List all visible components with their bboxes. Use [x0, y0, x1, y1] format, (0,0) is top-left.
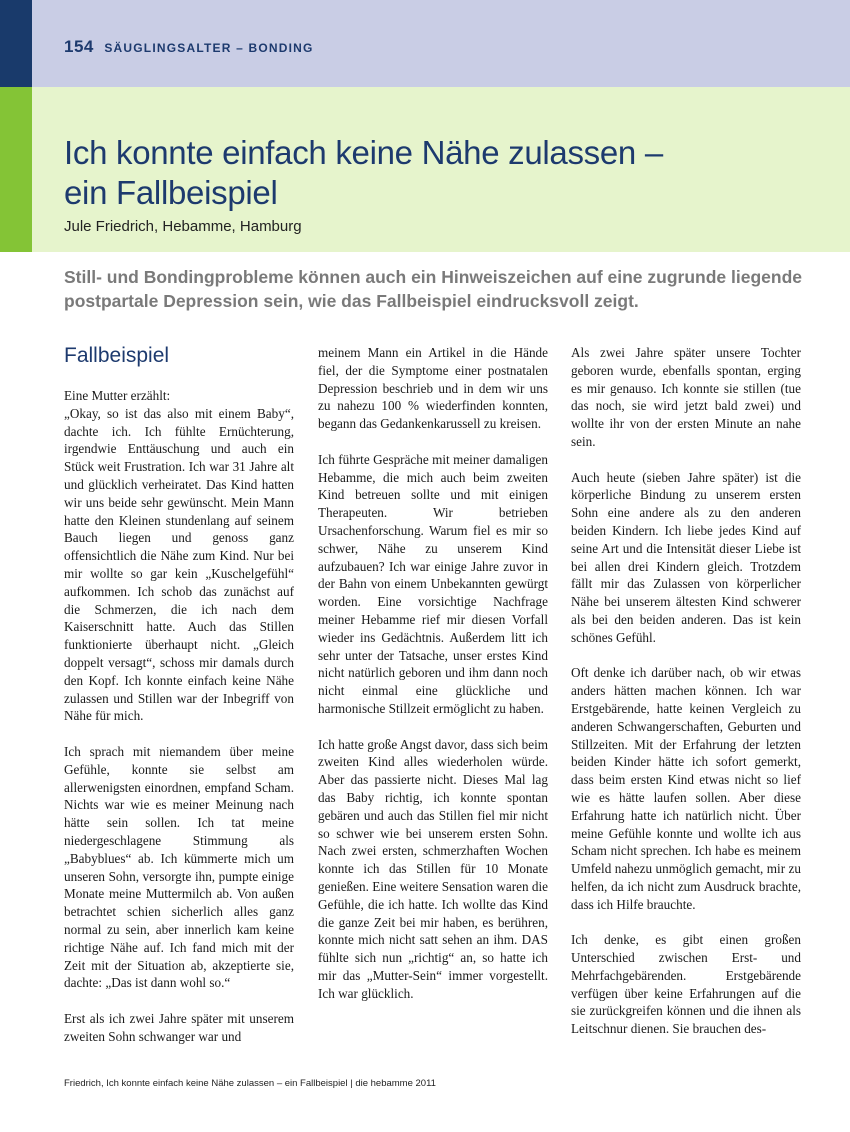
body-paragraph: Oft denke ich darüber nach, ob wir etwas anders hätten machen können. Ich war Erstgebärende, hatte keinen Vergleich zu anderen Schwangerschaften, Geburten und Stillzeiten. Mit der Erfahrung der letzten beiden Kinder hätte ich sofort gemerkt, dass beim ersten Kind etwas nicht so lief wie es hätte laufen sollen. Aber diese Erfahrung hatte ich natürlich nicht. Über meine Gefühle konnte und wollte ich aus Scham nicht sprechen. Ich habe es meinem Umfeld nahezu unmöglich gemacht, mir zu helfen, da ich nicht zum Ausdruck brachte, dass ich Hilfe brauchte.	[571, 665, 801, 912]
page-number: 154	[64, 37, 94, 56]
section-heading: Fallbeispiel	[64, 344, 170, 367]
body-paragraph: Ich hatte große Angst davor, dass sich beim zweiten Kind alles wiederholen würde. Aber das passierte nicht. Dieses Mal lag das Baby richtig, ich konnte spontan gebären und auch das Stillen fiel mir nicht so schwer wie bei unserem ersten Sohn. Nach zwei ersten, schmerzhaften Wochen konnte ich das Stillen für 10 Monate genießen. Eine weitere Sensation waren die Gefühle, die ich hatte. Ich wollte das Kind die ganze Zeit bei mir haben, es berühren, konnte mich nicht satt sehen an ihm. DAS fühlte sich nun „richtig“ an, so hatte ich mir das „Mutter-Sein“ immer vorgestellt. Ich war glücklich.	[318, 736, 548, 1001]
article-title	[64, 133, 824, 213]
body-paragraph: Ich führte Gespräche mit meiner damaligen Hebamme, die mich auch beim zweiten Kind betreuen sollte und mit einigen Therapeuten. Wir betrieben Ursachenforschung. Warum fiel es mir so schwer, Nähe zu unserem Kind aufzubauen? Ich war einige Jahre zuvor in der Bahn von einem Unbekannten gewürgt worden. Eine vorsichtige Nachfrage meiner Hebamme rief mir diesen Vorfall wieder ins Gedächtnis. Außerdem litt ich sehr unter der Tatsache, unser erstes Kind nicht natürlich geboren und ihm dann noch nicht einmal eine glückliche und harmonische Stillzeit ermöglicht zu haben.	[318, 451, 548, 716]
footer-citation: Friedrich, Ich konnte einfach keine Nähe zulassen – ein Fallbeispiel | die hebamme 2011	[64, 1078, 436, 1089]
body-paragraph: Auch heute (sieben Jahre später) ist die körperliche Bindung zu unserem ersten Sohn eine andere als zu den anderen beiden Kindern. Ich liebe jedes Kind auf seine Art und die Intensität dieser Liebe ist bei allen drei Kindern gleich. Trotzdem fällt mir das Zulassen von körperlicher Nähe bei unserem ältesten Kind schwerer als bei den beiden anderen. Das ist kein schönes Gefühl.	[571, 469, 801, 645]
lead-paragraph: Still- und Bondingprobleme können auch ein Hinweiszeichen auf eine zugrunde liegende postpartale Depression sein, wie das Fallbeispiel eindrucksvoll zeigt.	[64, 267, 802, 311]
body-paragraph: Erst als ich zwei Jahre später mit unserem zweiten Sohn schwanger war und	[64, 1010, 294, 1044]
body-paragraph: Ich sprach mit niemandem über meine Gefühle, konnte sie selbst am allerwenigsten einordnen, empfand Scham. Nichts war wie es meiner Meinung nach hätte sein sollen. Ich tat meine niedergeschlagene Stimmung als „Babyblues“ ab. Ich kümmerte mich um unseren Sohn, versorgte ihn, pumpte einige Monate meine Muttermilch ab. Von außen betrachtet schien sicherlich alles ganz normal zu sein, aber innerlich kam keine richtige Nähe auf. Ich fand mich mit der Zeit mit der Situation ab, akzeptierte sie, dachte: „Das ist dann wohl so.“	[64, 743, 294, 991]
body-paragraph: „Okay, so ist das also mit einem Baby“, dachte ich. Ich fühlte Ernüchterung, irgendwie Enttäuschung und auch ein Stück weit Frustration. Ich war 31 Jahre alt und glücklich verheiratet. Das Kind hatten wir uns beide sehr gewünscht. Mein Mann hatte den Kleinen stundenlang auf seinem Bauch liegen und genoss ganz offensichtlich die Nähe zum Kind. Nur bei mir wollte so gar kein „Kuschelgefühl“ aufkommen. Ich schob das zunächst auf die Schmerzen, die ich nach dem Kaiserschnitt hatte. Auch das Stillen funktionierte überhaupt nicht. „Gleich doppelt versagt“, schoss mir damals durch den Kopf. Ich konnte einfach keine Nähe zulassen und Stillen war der Inbegriff von Nähe für mich.	[64, 405, 294, 724]
author-line: Jule Friedrich, Hebamme, Hamburg	[64, 218, 302, 235]
body-paragraph: meinem Mann ein Artikel in die Hände fiel, der die Symptome einer postnatalen Depression beschrieb und in dem wir uns zu nahezu 100 % wiederfinden konnten, begann das Gedankenkarussell zu kreisen.	[318, 345, 548, 432]
text-column-2	[318, 344, 548, 1002]
body-paragraph: Als zwei Jahre später unsere Tochter geboren wurde, ebenfalls spontan, erging es mir genauso. Ich konnte sie stillen (tue das noch, sie wird jetzt bald zwei) und wollte ihr von der ersten Minute an nahe sein.	[571, 345, 801, 449]
text-column-1	[64, 344, 294, 1045]
article-title-line-1: Ich konnte einfach keine Nähe zulassen –	[64, 134, 663, 171]
body-paragraph: Ich denke, es gibt einen großen Unterschied zwischen Erst- und Mehrfachgebärenden. Erstgebärende verfügen über keine Erfahrungen auf die sie zurückgreifen können und die ihnen als Leitschnur dienen. Sie brauchen des-	[571, 932, 801, 1037]
section-label: SÄUGLINGSALTER – BONDING	[104, 41, 314, 55]
running-head	[64, 37, 314, 57]
intro-line: Eine Mutter erzählt:	[64, 388, 171, 403]
header-accent-bar	[0, 0, 32, 87]
article-title-line-2: ein Fallbeispiel	[64, 174, 278, 211]
text-column-3	[571, 344, 801, 1038]
title-accent-bar	[0, 87, 32, 252]
